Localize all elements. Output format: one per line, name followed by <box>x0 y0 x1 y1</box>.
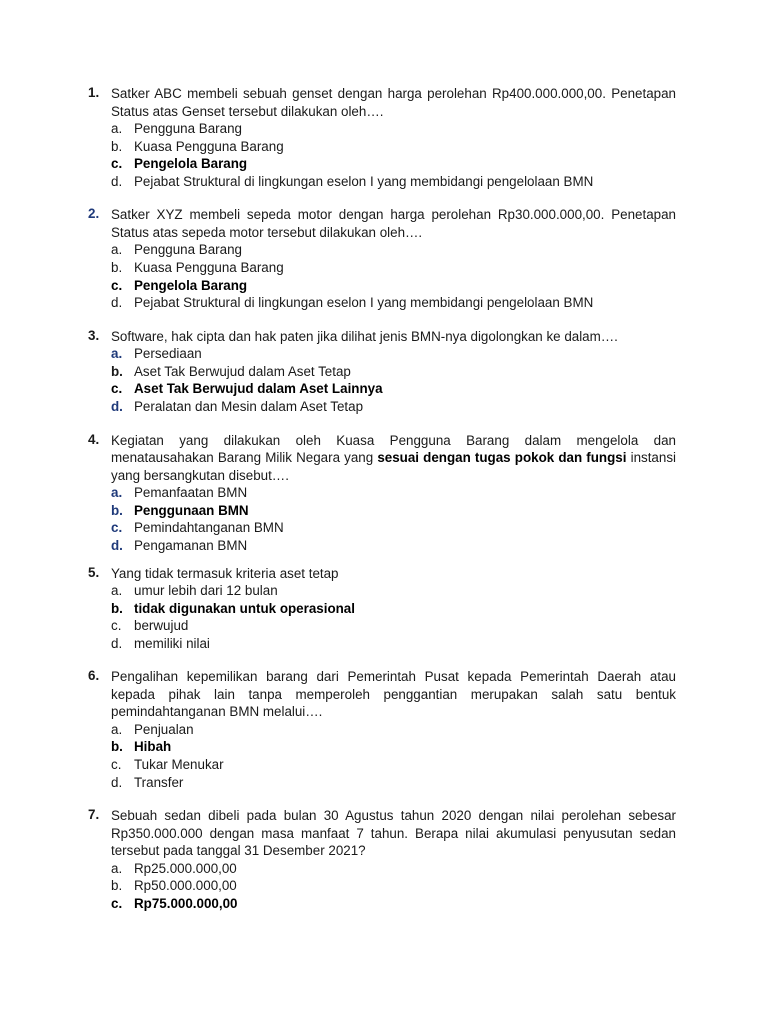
option-c-correct <box>111 277 676 295</box>
option-text: Kuasa Pengguna Barang <box>134 138 284 154</box>
option-d <box>111 398 676 416</box>
option-text: memiliki nilai <box>134 635 210 651</box>
option-text: Tukar Menukar <box>134 757 224 773</box>
option-a <box>111 484 676 502</box>
option-list <box>88 860 676 913</box>
option-b <box>111 877 676 895</box>
option-a <box>111 241 676 259</box>
option-letter: b. <box>111 600 123 616</box>
option-text: umur lebih dari 12 bulan <box>134 583 278 598</box>
question-text: Satker ABC membeli sebuah genset dengan harga perolehan Rp400.000.000,00. Penetapan Status atas Genset tersebut dilakukan oleh…. <box>111 86 676 119</box>
option-text: Aset Tak Berwujud dalam Aset Tetap <box>134 363 351 379</box>
option-text: Transfer <box>134 774 184 790</box>
option-letter: a. <box>111 346 123 362</box>
option-list <box>88 345 676 415</box>
option-letter: a. <box>111 860 123 876</box>
question-4 <box>88 432 676 555</box>
option-list <box>88 582 676 652</box>
question-number: 6. <box>88 668 100 684</box>
option-a <box>111 582 676 600</box>
option-list <box>88 120 676 190</box>
option-b-correct <box>111 502 676 520</box>
question-text <box>111 432 676 485</box>
option-letter: a. <box>111 583 123 598</box>
option-letter: b. <box>111 739 123 755</box>
option-b <box>111 363 676 381</box>
option-text: Pengguna Barang <box>134 121 242 136</box>
question-text: Software, hak cipta dan hak paten jika dilihat jenis BMN-nya digolongkan ke dalam…. <box>111 328 618 344</box>
question-number: 1. <box>88 85 100 100</box>
option-letter: d. <box>111 399 123 415</box>
question-text-part: Kegiatan yang dilakukan oleh Kuasa Pengguna Barang dalam mengelola dan menatausahakan Barang Milik Negara yang <box>111 432 676 466</box>
option-text: Pejabat Struktural di lingkungan eselon I yang membidangi pengelolaan BMN <box>134 173 594 189</box>
option-text: Kuasa Pengguna Barang <box>134 259 284 275</box>
option-list <box>88 721 676 791</box>
option-c-correct <box>111 895 676 913</box>
option-text: Pemindahtanganan BMN <box>134 520 284 536</box>
option-letter: b. <box>111 138 123 154</box>
option-text: Aset Tak Berwujud dalam Aset Lainnya <box>134 381 383 397</box>
option-b <box>111 259 676 277</box>
option-c <box>111 617 676 635</box>
option-d <box>111 635 676 653</box>
option-letter: c. <box>111 895 123 911</box>
option-c <box>111 519 676 537</box>
option-text: Pengelola Barang <box>134 156 248 172</box>
option-d <box>111 537 676 555</box>
option-d <box>111 294 676 312</box>
option-letter: c. <box>111 757 122 773</box>
option-letter: c. <box>111 156 123 172</box>
option-text: tidak digunakan untuk operasional <box>134 600 355 616</box>
option-b-correct <box>111 738 676 756</box>
option-letter: a. <box>111 485 123 501</box>
option-text: berwujud <box>134 618 189 634</box>
option-text: Pengamanan BMN <box>134 537 248 553</box>
question-text-emphasis: sesuai dengan tugas pokok dan fungsi <box>377 450 627 466</box>
question-3 <box>88 328 676 416</box>
option-letter: c. <box>111 381 123 397</box>
question-text: Pengalihan kepemilikan barang dari Pemerintah Pusat kepada Pemerintah Daerah atau kepada pihak lain tanpa memperoleh penggantian merupakan salah satu bentuk pemindahtanganan BMN melalui…. <box>111 669 676 720</box>
option-b-correct <box>111 600 676 618</box>
option-text: Pejabat Struktural di lingkungan eselon I yang membidangi pengelolaan BMN <box>134 295 594 311</box>
option-letter: b. <box>111 363 123 379</box>
option-c-correct <box>111 380 676 398</box>
question-number: 4. <box>88 431 100 447</box>
question-number: 3. <box>88 327 100 343</box>
option-a <box>111 120 676 138</box>
option-text: Hibah <box>134 739 172 755</box>
option-letter: a. <box>111 242 123 258</box>
question-number: 5. <box>88 564 100 580</box>
option-text: Pengguna Barang <box>134 242 242 258</box>
option-letter: d. <box>111 774 123 790</box>
option-b <box>111 138 676 156</box>
question-text: Satker XYZ membeli sepeda motor dengan harga perolehan Rp30.000.000,00. Penetapan Status atas sepeda motor tersebut dilakukan oleh…. <box>111 207 676 240</box>
option-letter: b. <box>111 502 123 518</box>
question-document <box>88 85 676 929</box>
option-text: Pemanfaatan BMN <box>134 485 248 501</box>
question-6 <box>88 668 676 791</box>
option-text: Rp25.000.000,00 <box>134 860 237 876</box>
question-number: 2. <box>88 206 100 222</box>
option-text: Pengelola Barang <box>134 277 248 293</box>
option-letter: c. <box>111 520 123 536</box>
question-number: 7. <box>88 807 100 823</box>
option-list <box>88 241 676 311</box>
option-text: Rp75.000.000,00 <box>134 895 238 911</box>
question-2 <box>88 206 676 311</box>
option-c <box>111 756 676 774</box>
question-text: Sebuah sedan dibeli pada bulan 30 Agustus tahun 2020 dengan nilai perolehan sebesar Rp350.000.000 dengan masa manfaat 7 tahun. Berapa nilai akumulasi penyusutan sedan tersebut pada tanggal 31 Desember 2021? <box>111 808 676 859</box>
option-text: Peralatan dan Mesin dalam Aset Tetap <box>134 399 364 415</box>
option-letter: b. <box>111 878 123 894</box>
option-letter: a. <box>111 121 123 136</box>
question-7 <box>88 807 676 912</box>
option-text: Persediaan <box>134 346 202 362</box>
option-list <box>88 484 676 554</box>
option-a <box>111 721 676 739</box>
option-text: Rp50.000.000,00 <box>134 878 237 894</box>
option-letter: d. <box>111 295 123 311</box>
question-text: Yang tidak termasuk kriteria aset tetap <box>111 565 339 581</box>
question-text-part: instansi yang bersangkutan disebut…. <box>111 450 676 483</box>
option-letter: c. <box>111 618 122 634</box>
option-text: Penggunaan BMN <box>134 502 249 518</box>
option-a <box>111 860 676 878</box>
option-d <box>111 173 676 191</box>
option-letter: a. <box>111 721 123 737</box>
option-letter: d. <box>111 635 123 651</box>
option-letter: b. <box>111 259 123 275</box>
question-1 <box>88 85 676 190</box>
option-a <box>111 345 676 363</box>
option-c-correct <box>111 155 676 173</box>
option-text: Penjualan <box>134 721 194 737</box>
question-5 <box>88 565 676 653</box>
option-letter: d. <box>111 537 123 553</box>
option-letter: d. <box>111 173 123 189</box>
option-letter: c. <box>111 277 123 293</box>
option-d <box>111 774 676 792</box>
